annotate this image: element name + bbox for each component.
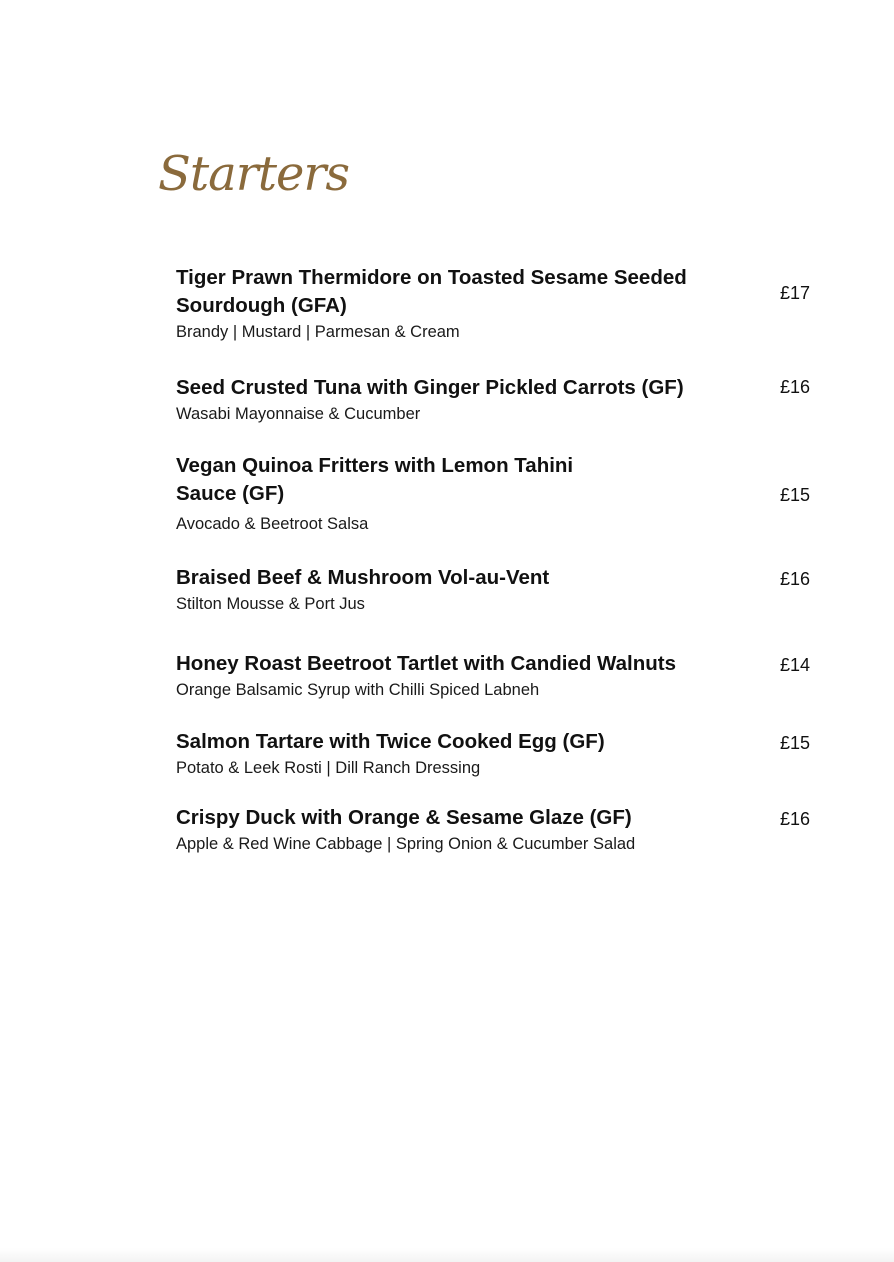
menu-item-price: £15 <box>780 733 811 753</box>
menu-item-description: Potato & Leek Rosti | Dill Ranch Dressing <box>176 759 481 777</box>
menu-item-name: Honey Roast Beetroot Tartlet with Candied Walnuts <box>176 652 677 675</box>
menu-item-name: Tiger Prawn Thermidore on Toasted Sesame Seeded Sourdough (GFA) <box>176 266 687 317</box>
menu-item-price: £16 <box>780 377 811 397</box>
menu-item-name: Crispy Duck with Orange & Sesame Glaze (GF) <box>176 806 632 829</box>
page-bottom-edge <box>0 1248 894 1262</box>
menu-item-name: Salmon Tartare with Twice Cooked Egg (GF) <box>176 730 605 753</box>
menu-item-description: Stilton Mousse & Port Jus <box>176 595 365 613</box>
menu-item-price: £17 <box>780 283 811 303</box>
menu-item <box>176 650 736 701</box>
menu-item <box>176 452 626 535</box>
menu-item-name: Braised Beef & Mushroom Vol-au-Vent <box>176 566 550 589</box>
menu-item <box>176 374 736 425</box>
menu-item-description: Avocado & Beetroot Salsa <box>176 515 369 533</box>
menu-item-price: £16 <box>780 569 811 589</box>
menu-item <box>176 264 736 343</box>
menu-item-price: £14 <box>780 655 811 675</box>
menu-title: Starters <box>158 146 350 202</box>
menu-item-description: Orange Balsamic Syrup with Chilli Spiced Labneh <box>176 681 540 699</box>
menu-item <box>176 564 736 615</box>
menu-item <box>176 804 736 855</box>
menu-item-description: Wasabi Mayonnaise & Cucumber <box>176 405 421 423</box>
menu-item-name: Vegan Quinoa Fritters with Lemon Tahini Sauce (GF) <box>176 454 574 505</box>
menu-item-description: Brandy | Mustard | Parmesan & Cream <box>176 323 460 341</box>
menu-item-description: Apple & Red Wine Cabbage | Spring Onion & Cucumber Salad <box>176 835 636 853</box>
menu-item-price: £16 <box>780 809 811 829</box>
menu-item <box>176 728 736 779</box>
menu-item-price: £15 <box>780 485 811 505</box>
menu-item-name: Seed Crusted Tuna with Ginger Pickled Carrots (GF) <box>176 376 684 399</box>
